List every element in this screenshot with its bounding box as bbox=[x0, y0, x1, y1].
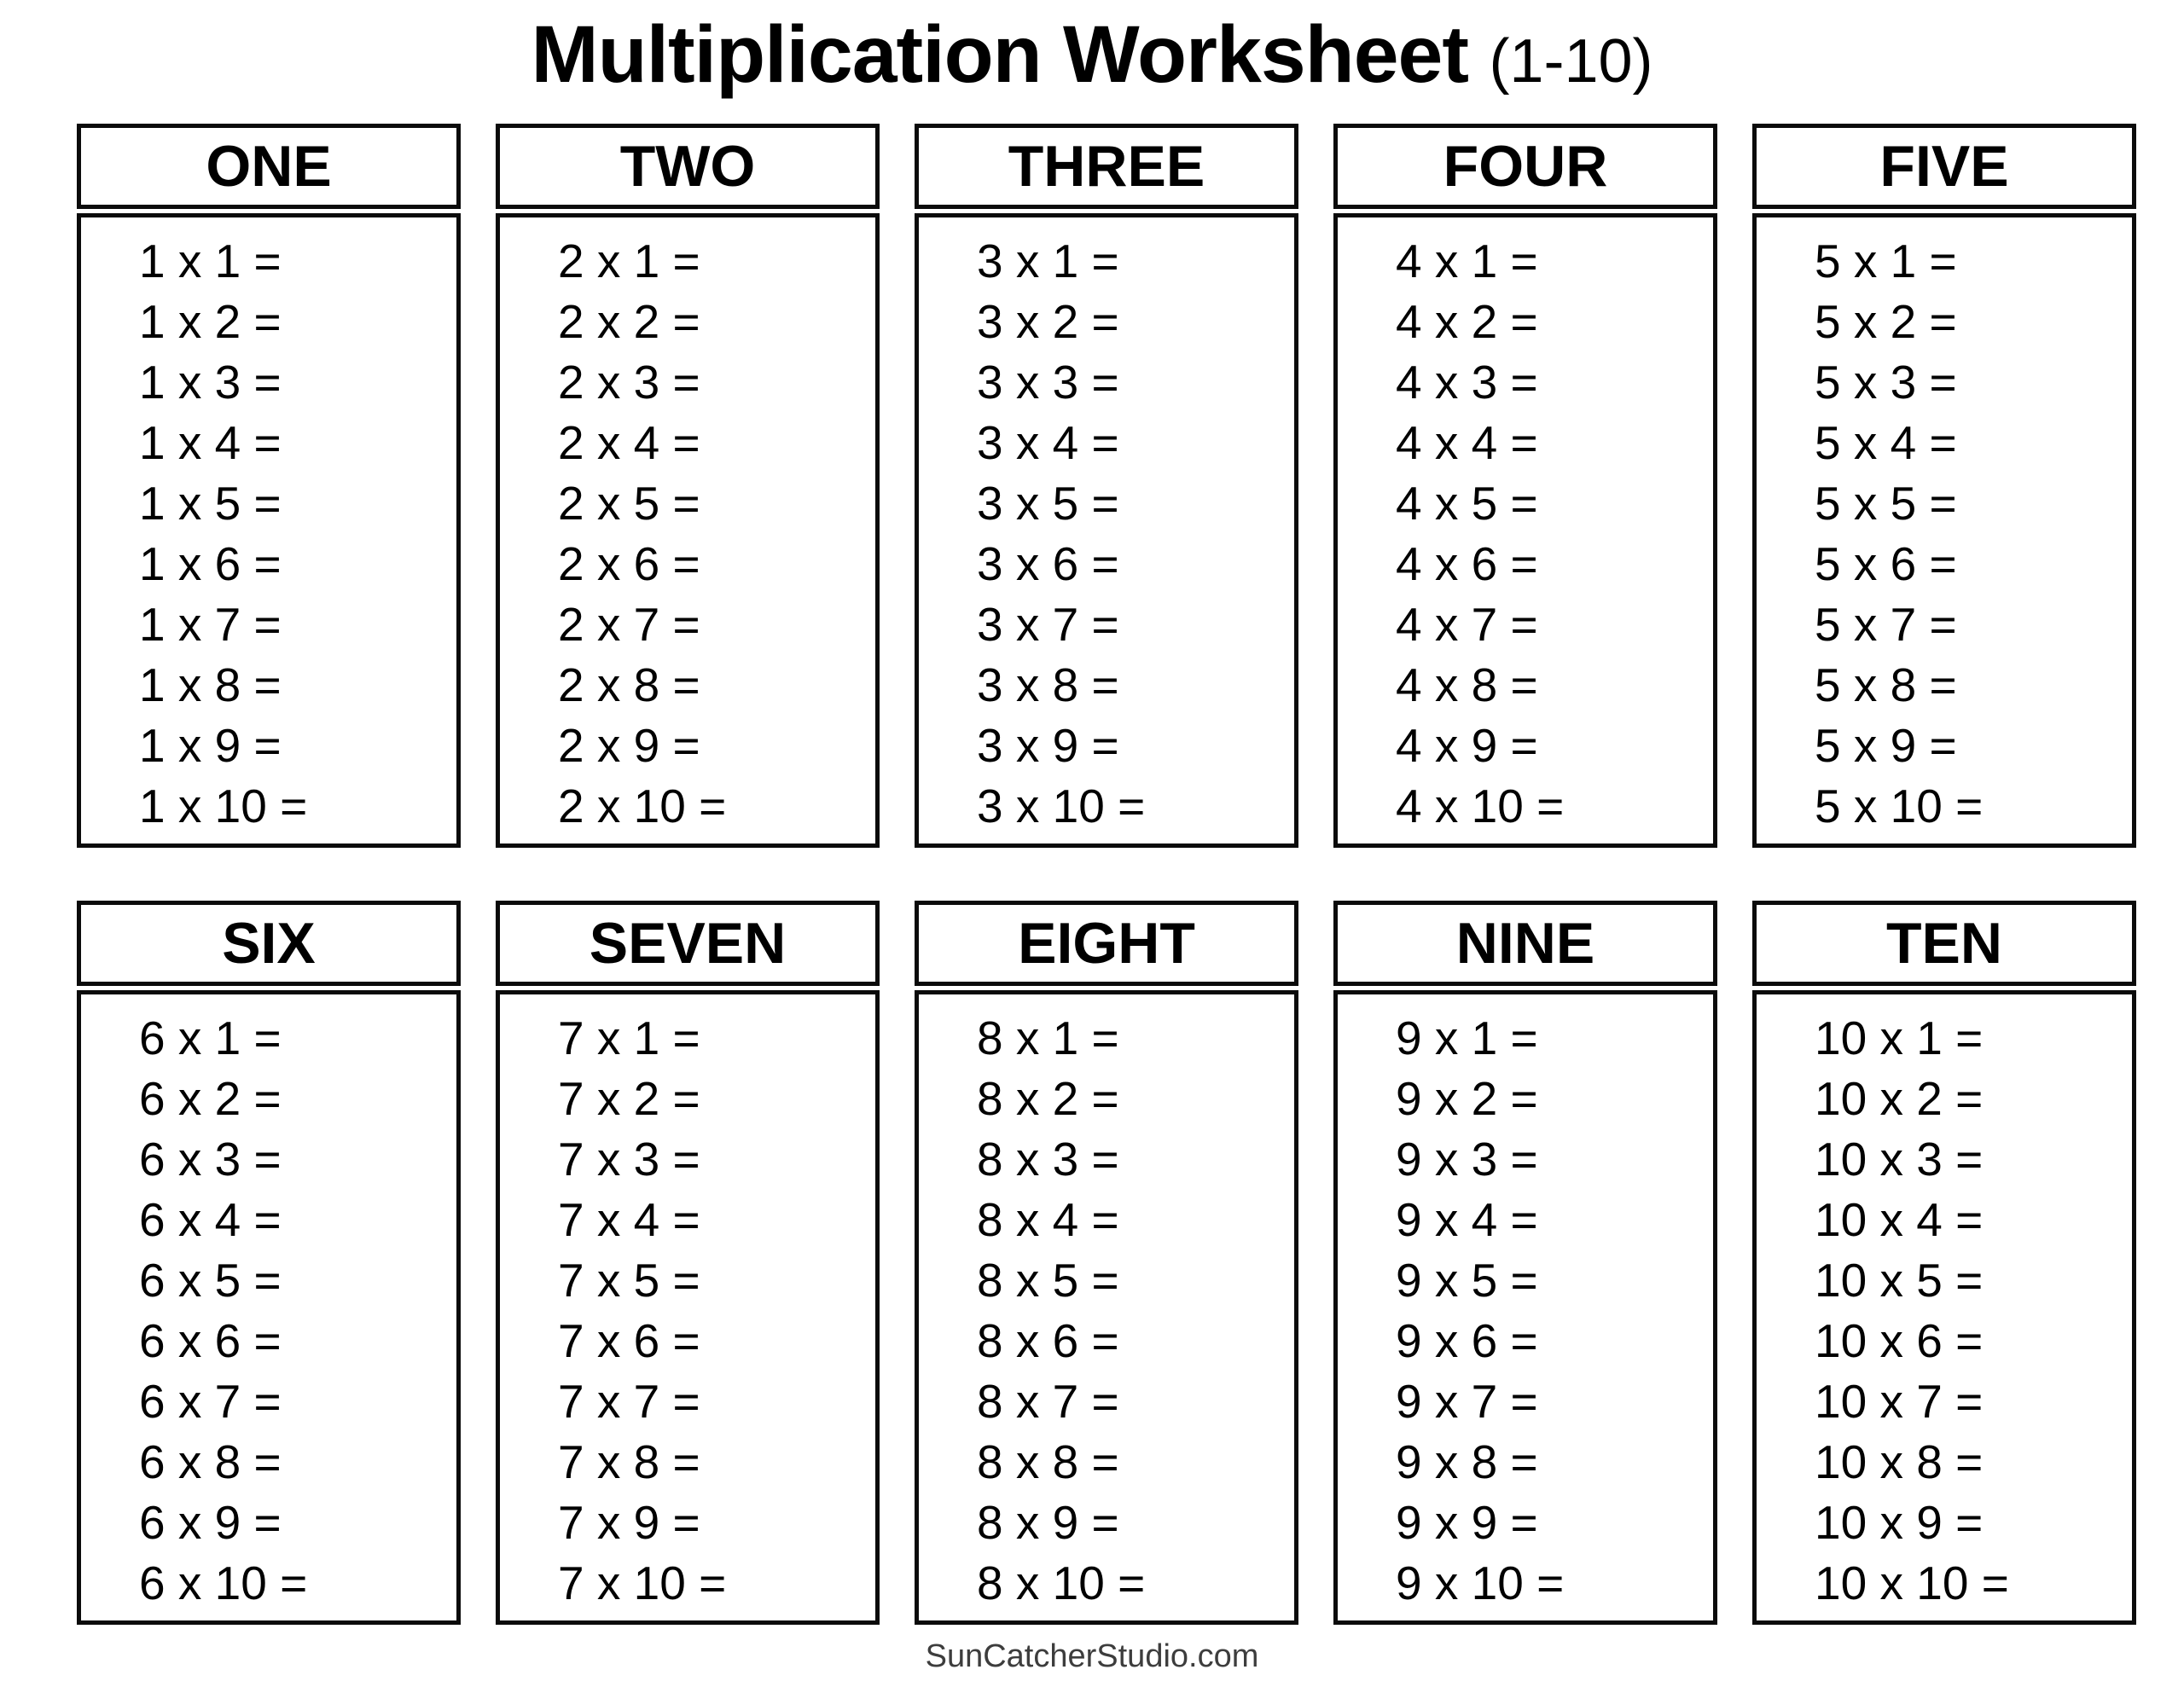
table-header bbox=[1333, 901, 1717, 986]
equation: 4 x 2 = bbox=[1396, 294, 1538, 348]
equation: 7 x 4 = bbox=[558, 1192, 700, 1246]
equation: 9 x 1 = bbox=[1396, 1011, 1538, 1064]
equation: 1 x 1 = bbox=[139, 234, 282, 287]
equation: 9 x 6 = bbox=[1396, 1313, 1538, 1367]
table-body bbox=[915, 990, 1298, 1625]
equation: 6 x 1 = bbox=[139, 1011, 282, 1064]
equation: 6 x 6 = bbox=[139, 1313, 282, 1367]
equation: 1 x 6 = bbox=[139, 536, 282, 590]
equation: 6 x 2 = bbox=[139, 1071, 282, 1125]
equation: 5 x 3 = bbox=[1815, 355, 1957, 409]
equation: 8 x 2 = bbox=[977, 1071, 1119, 1125]
equation: 9 x 9 = bbox=[1396, 1495, 1538, 1549]
equation: 8 x 4 = bbox=[977, 1192, 1119, 1246]
equation: 5 x 8 = bbox=[1815, 658, 1957, 711]
equation: 5 x 10 = bbox=[1815, 779, 1984, 832]
table-header-label: FIVE bbox=[1879, 133, 2009, 199]
equation: 7 x 6 = bbox=[558, 1313, 700, 1367]
equation: 7 x 3 = bbox=[558, 1132, 700, 1186]
equation: 10 x 9 = bbox=[1815, 1495, 1984, 1549]
equation: 2 x 3 = bbox=[558, 355, 700, 409]
equation: 3 x 1 = bbox=[977, 234, 1119, 287]
equation: 4 x 7 = bbox=[1396, 597, 1538, 651]
multiplication-table-nine bbox=[1333, 901, 1717, 1625]
equation: 10 x 1 = bbox=[1815, 1011, 1984, 1064]
multiplication-table-six bbox=[77, 901, 461, 1625]
equation: 8 x 3 = bbox=[977, 1132, 1119, 1186]
equation: 6 x 4 = bbox=[139, 1192, 282, 1246]
table-body bbox=[496, 990, 880, 1625]
table-header bbox=[1752, 124, 2136, 209]
equation: 5 x 5 = bbox=[1815, 476, 1957, 530]
page-title-range: (1-10) bbox=[1489, 27, 1653, 96]
table-header bbox=[915, 901, 1298, 986]
equation: 4 x 4 = bbox=[1396, 415, 1538, 469]
equation: 9 x 8 = bbox=[1396, 1435, 1538, 1488]
equation: 4 x 5 = bbox=[1396, 476, 1538, 530]
table-header bbox=[496, 124, 880, 209]
table-header-label: THREE bbox=[1008, 133, 1205, 199]
equation: 4 x 1 = bbox=[1396, 234, 1538, 287]
table-body bbox=[77, 213, 461, 848]
footer-credit: SunCatcherStudio.com bbox=[925, 1638, 1259, 1674]
table-header bbox=[496, 901, 880, 986]
equation: 7 x 1 = bbox=[558, 1011, 700, 1064]
table-header-label: SIX bbox=[222, 910, 316, 976]
equation: 3 x 6 = bbox=[977, 536, 1119, 590]
equation: 10 x 3 = bbox=[1815, 1132, 1984, 1186]
equation: 2 x 7 = bbox=[558, 597, 700, 651]
equation: 2 x 8 = bbox=[558, 658, 700, 711]
page-title-main: Multiplication Worksheet bbox=[531, 9, 1468, 100]
equation: 9 x 4 = bbox=[1396, 1192, 1538, 1246]
equation: 1 x 5 = bbox=[139, 476, 282, 530]
table-header-label: ONE bbox=[206, 133, 332, 199]
equation: 1 x 4 = bbox=[139, 415, 282, 469]
tables-row-2 bbox=[0, 901, 2184, 1625]
equation: 4 x 10 = bbox=[1396, 779, 1565, 832]
equation: 1 x 10 = bbox=[139, 779, 308, 832]
multiplication-table-five bbox=[1752, 124, 2136, 848]
equation: 6 x 10 = bbox=[139, 1556, 308, 1609]
equation: 5 x 7 = bbox=[1815, 597, 1957, 651]
table-header-label: FOUR bbox=[1443, 133, 1608, 199]
table-body bbox=[496, 213, 880, 848]
equation: 10 x 7 = bbox=[1815, 1374, 1984, 1428]
equation: 1 x 9 = bbox=[139, 718, 282, 772]
table-header-label: TWO bbox=[619, 133, 756, 199]
equation: 10 x 8 = bbox=[1815, 1435, 1984, 1488]
equation: 2 x 4 = bbox=[558, 415, 700, 469]
table-body bbox=[1752, 990, 2136, 1625]
equation: 2 x 2 = bbox=[558, 294, 700, 348]
equation: 1 x 7 = bbox=[139, 597, 282, 651]
equation: 10 x 5 = bbox=[1815, 1253, 1984, 1307]
equation: 8 x 9 = bbox=[977, 1495, 1119, 1549]
table-body bbox=[1333, 990, 1717, 1625]
table-body bbox=[77, 990, 461, 1625]
equation: 4 x 8 = bbox=[1396, 658, 1538, 711]
equation: 8 x 8 = bbox=[977, 1435, 1119, 1488]
multiplication-table-one bbox=[77, 124, 461, 848]
equation: 2 x 1 = bbox=[558, 234, 700, 287]
equation: 10 x 10 = bbox=[1815, 1556, 2009, 1609]
page-title bbox=[0, 0, 2184, 100]
tables-row-1 bbox=[0, 124, 2184, 848]
equation: 5 x 1 = bbox=[1815, 234, 1957, 287]
equation: 7 x 7 = bbox=[558, 1374, 700, 1428]
equation: 3 x 10 = bbox=[977, 779, 1146, 832]
equation: 3 x 9 = bbox=[977, 718, 1119, 772]
equation: 7 x 9 = bbox=[558, 1495, 700, 1549]
equation: 6 x 9 = bbox=[139, 1495, 282, 1549]
table-header-label: TEN bbox=[1886, 910, 2002, 976]
multiplication-table-four bbox=[1333, 124, 1717, 848]
equation: 2 x 9 = bbox=[558, 718, 700, 772]
equation: 4 x 3 = bbox=[1396, 355, 1538, 409]
equation: 2 x 10 = bbox=[558, 779, 727, 832]
table-header-label: EIGHT bbox=[1018, 910, 1195, 976]
equation: 2 x 6 = bbox=[558, 536, 700, 590]
equation: 6 x 7 = bbox=[139, 1374, 282, 1428]
equation: 6 x 3 = bbox=[139, 1132, 282, 1186]
equation: 3 x 2 = bbox=[977, 294, 1119, 348]
equation: 9 x 5 = bbox=[1396, 1253, 1538, 1307]
multiplication-table-two bbox=[496, 124, 880, 848]
equation: 5 x 6 = bbox=[1815, 536, 1957, 590]
equation: 1 x 8 = bbox=[139, 658, 282, 711]
equation: 3 x 7 = bbox=[977, 597, 1119, 651]
table-header bbox=[1333, 124, 1717, 209]
equation: 5 x 9 = bbox=[1815, 718, 1957, 772]
multiplication-table-seven bbox=[496, 901, 880, 1625]
table-header bbox=[1752, 901, 2136, 986]
equation: 7 x 8 = bbox=[558, 1435, 700, 1488]
equation: 10 x 4 = bbox=[1815, 1192, 1984, 1246]
equation: 5 x 2 = bbox=[1815, 294, 1957, 348]
table-header-label: SEVEN bbox=[589, 910, 787, 976]
equation: 9 x 2 = bbox=[1396, 1071, 1538, 1125]
equation: 6 x 8 = bbox=[139, 1435, 282, 1488]
equation: 9 x 10 = bbox=[1396, 1556, 1565, 1609]
equation: 7 x 5 = bbox=[558, 1253, 700, 1307]
equation: 7 x 2 = bbox=[558, 1071, 700, 1125]
table-header-label: NINE bbox=[1455, 910, 1595, 976]
equation: 10 x 6 = bbox=[1815, 1313, 1984, 1367]
table-header bbox=[77, 124, 461, 209]
table-body bbox=[915, 213, 1298, 848]
equation: 4 x 9 = bbox=[1396, 718, 1538, 772]
table-header bbox=[915, 124, 1298, 209]
equation: 2 x 5 = bbox=[558, 476, 700, 530]
table-body bbox=[1752, 213, 2136, 848]
equation: 8 x 1 = bbox=[977, 1011, 1119, 1064]
equation: 9 x 7 = bbox=[1396, 1374, 1538, 1428]
multiplication-table-eight bbox=[915, 901, 1298, 1625]
multiplication-table-three bbox=[915, 124, 1298, 848]
multiplication-table-ten bbox=[1752, 901, 2136, 1625]
equation: 7 x 10 = bbox=[558, 1556, 727, 1609]
equation: 8 x 6 = bbox=[977, 1313, 1119, 1367]
equation: 6 x 5 = bbox=[139, 1253, 282, 1307]
equation: 1 x 3 = bbox=[139, 355, 282, 409]
table-header bbox=[77, 901, 461, 986]
equation: 8 x 5 = bbox=[977, 1253, 1119, 1307]
table-body bbox=[1333, 213, 1717, 848]
equation: 5 x 4 = bbox=[1815, 415, 1957, 469]
equation: 1 x 2 = bbox=[139, 294, 282, 348]
equation: 3 x 4 = bbox=[977, 415, 1119, 469]
equation: 8 x 10 = bbox=[977, 1556, 1146, 1609]
equation: 3 x 8 = bbox=[977, 658, 1119, 711]
equation: 10 x 2 = bbox=[1815, 1071, 1984, 1125]
equation: 3 x 3 = bbox=[977, 355, 1119, 409]
equation: 3 x 5 = bbox=[977, 476, 1119, 530]
equation: 4 x 6 = bbox=[1396, 536, 1538, 590]
equation: 8 x 7 = bbox=[977, 1374, 1119, 1428]
equation: 9 x 3 = bbox=[1396, 1132, 1538, 1186]
